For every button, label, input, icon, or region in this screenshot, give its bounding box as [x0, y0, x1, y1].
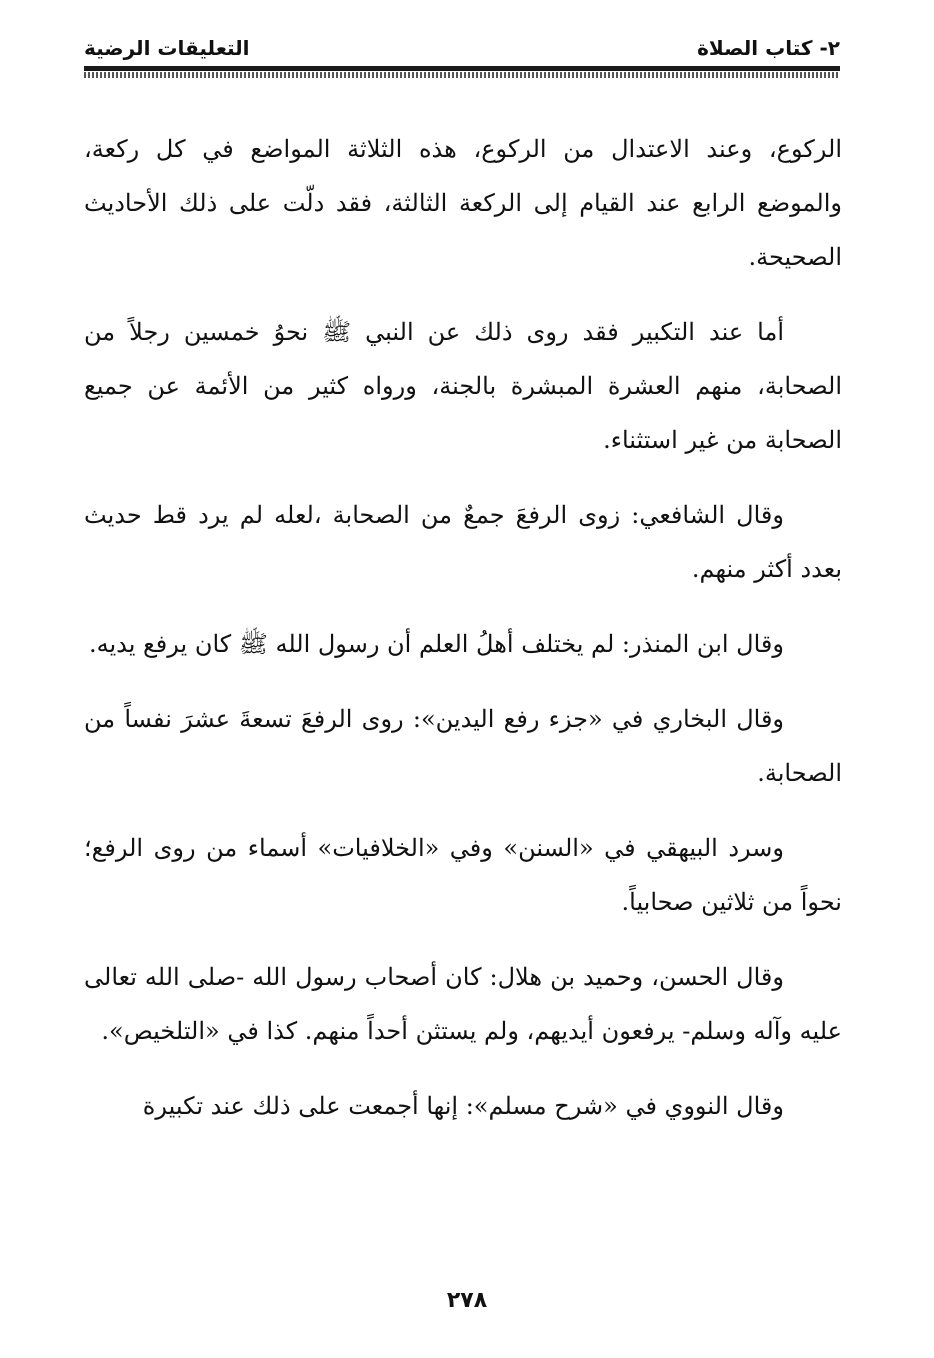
paragraph: وقال البخاري في «جزء رفع اليدين»: روى الرفعَ تسعةَ عشرَ نفساً من الصحابة.	[84, 705, 842, 787]
paragraph: أما عند التكبير فقد روى ذلك عن النبي ﷺ نحوُ خمسين رجلاً من الصحابة، منهم العشرة المبشرة بالجنة، ورواه كثير من الأئمة عن جميع الصحابة من غير استثناء.	[84, 318, 842, 454]
page-number: ٢٧٨	[446, 1288, 488, 1313]
paragraph: وقال ابن المنذر: لم يختلف أهلُ العلم أن رسول الله ﷺ كان يرفع يديه.	[88, 630, 784, 658]
running-header	[84, 30, 840, 60]
header-rule-hatch	[84, 72, 840, 78]
paragraph: الركوع، وعند الاعتدال من الركوع، هذه الثلاثة المواضع في كل ركعة، والموضع الرابع عند القيام إلى الركعة الثالثة، فقد دلّت على ذلك الأحاديث الصحيحة.	[84, 135, 842, 271]
paragraph: وقال النووي في «شرح مسلم»: إنها أجمعت على ذلك عند تكبيرة	[142, 1092, 784, 1120]
paragraph: وقال الشافعي: زوى الرفعَ جمعٌ من الصحابة ،لعله لم يرد قط حديث بعدد أكثر منهم.	[84, 501, 842, 583]
header-rule	[84, 66, 840, 71]
body-text	[84, 122, 842, 1154]
book-title: التعليقات الرضية	[84, 36, 250, 60]
paragraph: وقال الحسن، وحميد بن هلال: كان أصحاب رسول الله -صلى الله تعالى عليه وآله وسلم- يرفعون أيديهم، ولم يستثن أحداً منهم. كذا في «التلخيص».	[84, 963, 842, 1045]
paragraph: وسرد البيهقي في «السنن» وفي «الخلافيات» أسماء من روى الرفع؛ نحواً من ثلاثين صحابياً.	[84, 834, 842, 916]
chapter-title: ٢- كتاب الصلاة	[697, 36, 840, 60]
